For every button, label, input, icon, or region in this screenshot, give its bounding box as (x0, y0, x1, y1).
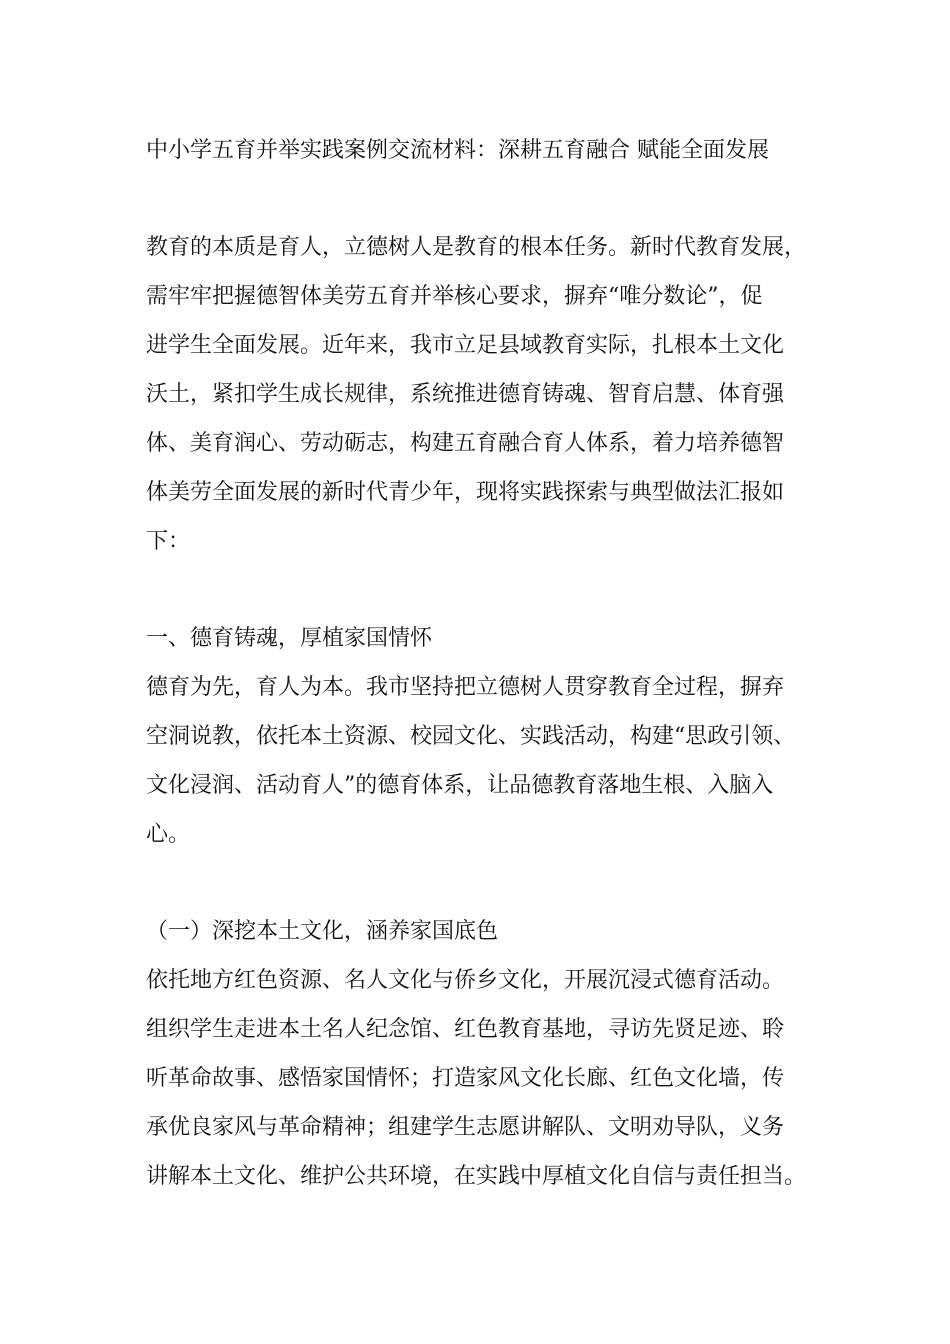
section-line: 德育为先，育人为本。我市坚持把立德树人贯穿教育全过程，摒弃 (146, 675, 785, 700)
subsection-heading: （一）深挖本土文化，涵养家国底色 (146, 919, 499, 944)
document-title: 中小学五育并举实践案例交流材料：深耕五育融合 赋能全面发展 (146, 138, 769, 163)
intro-line: 体、美育润心、劳动砺志，构建五育融合育人体系，着力培养德智 (146, 431, 785, 456)
intro-line: 进学生全面发展。近年来，我市立足县域教育实际，扎根本土文化 (146, 333, 785, 358)
intro-line: 需牢牢把握德智体美劳五育并举核心要求，摒弃“唯分数论”，促 (146, 284, 763, 309)
section-heading: 一、德育铸魂，厚植家国情怀 (146, 626, 433, 651)
subsection-line: 依托地方红色资源、名人文化与侨乡文化，开展沉浸式德育活动。 (146, 968, 785, 993)
subsection-line: 组织学生走进本土名人纪念馆、红色教育基地，寻访先贤足迹、聆 (146, 1017, 785, 1042)
subsection-line: 讲解本土文化、维护公共环境，在实践中厚植文化自信与责任担当。 (146, 1164, 807, 1189)
intro-line: 下： (146, 529, 191, 554)
subsection-line: 听革命故事、感悟家国情怀；打造家风文化长廊、红色文化墙，传 (146, 1066, 785, 1091)
intro-line: 教育的本质是育人，立德树人是教育的根本任务。新时代教育发展， (146, 235, 807, 260)
subsection-line: 承优良家风与革命精神；组建学生志愿讲解队、文明劝导队，义务 (146, 1115, 785, 1140)
section-line: 文化浸润、活动育人”的德育体系，让品德教育落地生根、入脑入 (146, 773, 774, 798)
intro-line: 体美劳全面发展的新时代青少年，现将实践探索与典型做法汇报如 (146, 480, 785, 505)
intro-line: 沃土，紧扣学生成长规律，系统推进德育铸魂、智育启慧、体育强 (146, 382, 785, 407)
section-line: 空洞说教，依托本土资源、校园文化、实践活动，构建“思政引领、 (146, 724, 796, 749)
section-line: 心。 (146, 822, 191, 847)
